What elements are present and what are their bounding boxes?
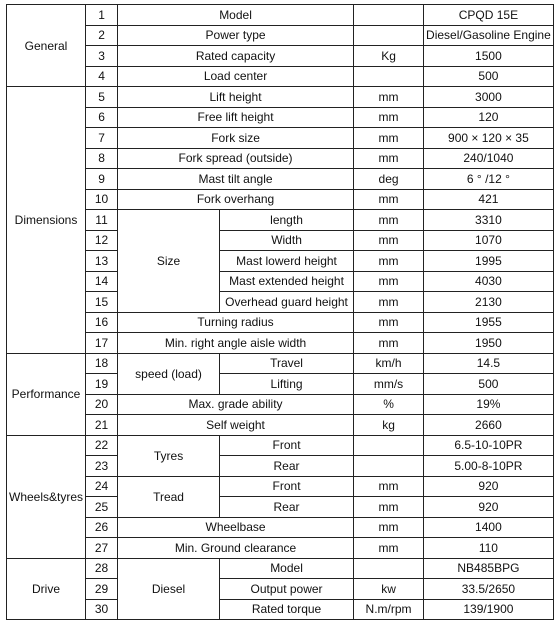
- table-row: [7, 46, 554, 67]
- table-row: [7, 517, 554, 538]
- item-label: Width: [220, 230, 354, 251]
- row-number: 1: [86, 5, 118, 26]
- table-row: [7, 558, 554, 579]
- value-cell: 920: [424, 497, 554, 518]
- unit-cell: mm: [354, 476, 424, 497]
- value-cell: 33.5/2650: [424, 579, 554, 600]
- row-number: 2: [86, 25, 118, 46]
- table-row: [7, 169, 554, 190]
- value-cell: 6 ° /12 °: [424, 169, 554, 190]
- table-row: [7, 312, 554, 333]
- table-row: [7, 5, 554, 26]
- item-label: Overhead guard height: [220, 292, 354, 313]
- value-cell: NB485BPG: [424, 558, 554, 579]
- value-cell: Diesel/Gasoline Engine: [424, 25, 554, 46]
- item-label: Rated torque: [220, 599, 354, 620]
- row-number: 5: [86, 87, 118, 108]
- unit-cell: mm: [354, 210, 424, 231]
- unit-cell: mm: [354, 107, 424, 128]
- row-number: 4: [86, 66, 118, 87]
- spec-table: [6, 4, 554, 620]
- value-cell: 5.00-8-10PR: [424, 456, 554, 477]
- unit-cell: [354, 558, 424, 579]
- unit-cell: mm: [354, 189, 424, 210]
- row-number: 30: [86, 599, 118, 620]
- table-row: [7, 189, 554, 210]
- item-label: Lift height: [118, 87, 354, 108]
- row-number: 6: [86, 107, 118, 128]
- table-row: [7, 66, 554, 87]
- row-number: 12: [86, 230, 118, 251]
- unit-cell: N.m/rpm: [354, 599, 424, 620]
- item-label: Power type: [118, 25, 354, 46]
- row-number: 8: [86, 148, 118, 169]
- unit-cell: Kg: [354, 46, 424, 67]
- unit-cell: mm: [354, 271, 424, 292]
- row-number: 25: [86, 497, 118, 518]
- table-row: [7, 435, 554, 456]
- value-cell: 3000: [424, 87, 554, 108]
- unit-cell: deg: [354, 169, 424, 190]
- unit-cell: [354, 5, 424, 26]
- value-cell: 139/1900: [424, 599, 554, 620]
- group-label-wheels-tyres: Wheels&tyres: [7, 435, 86, 558]
- value-cell: 6.5-10-10PR: [424, 435, 554, 456]
- unit-cell: [354, 66, 424, 87]
- table-row: [7, 128, 554, 149]
- table-row: [7, 599, 554, 620]
- value-cell: 14.5: [424, 353, 554, 374]
- table-row: [7, 353, 554, 374]
- table-row: [7, 333, 554, 354]
- row-number: 21: [86, 415, 118, 436]
- table-row: [7, 374, 554, 395]
- row-number: 14: [86, 271, 118, 292]
- table-row: [7, 415, 554, 436]
- value-cell: 1950: [424, 333, 554, 354]
- table-row: [7, 456, 554, 477]
- row-number: 24: [86, 476, 118, 497]
- item-label: Model: [220, 558, 354, 579]
- item-label: Self weight: [118, 415, 354, 436]
- item-label: Lifting: [220, 374, 354, 395]
- value-cell: 500: [424, 374, 554, 395]
- item-label: Front: [220, 435, 354, 456]
- value-cell: 1070: [424, 230, 554, 251]
- table-row: [7, 579, 554, 600]
- value-cell: 1995: [424, 251, 554, 272]
- table-row: [7, 230, 554, 251]
- unit-cell: km/h: [354, 353, 424, 374]
- item-label: Mast extended height: [220, 271, 354, 292]
- table-row: [7, 148, 554, 169]
- row-number: 10: [86, 189, 118, 210]
- row-number: 23: [86, 456, 118, 477]
- subgroup-label-tread: Tread: [118, 476, 220, 517]
- item-label: Travel: [220, 353, 354, 374]
- table-row: [7, 538, 554, 559]
- item-label: Fork spread (outside): [118, 148, 354, 169]
- table-row: [7, 394, 554, 415]
- value-cell: 421: [424, 189, 554, 210]
- row-number: 19: [86, 374, 118, 395]
- item-label: Free lift height: [118, 107, 354, 128]
- subgroup-label-diesel: Diesel: [118, 558, 220, 620]
- item-label: Front: [220, 476, 354, 497]
- row-number: 28: [86, 558, 118, 579]
- unit-cell: mm: [354, 538, 424, 559]
- unit-cell: [354, 435, 424, 456]
- item-label: Output power: [220, 579, 354, 600]
- row-number: 11: [86, 210, 118, 231]
- item-label: Rear: [220, 497, 354, 518]
- row-number: 27: [86, 538, 118, 559]
- unit-cell: mm: [354, 497, 424, 518]
- item-label: Mast lowerd height: [220, 251, 354, 272]
- unit-cell: [354, 456, 424, 477]
- row-number: 22: [86, 435, 118, 456]
- unit-cell: mm: [354, 148, 424, 169]
- item-label: Fork size: [118, 128, 354, 149]
- item-label: Load center: [118, 66, 354, 87]
- value-cell: 4030: [424, 271, 554, 292]
- unit-cell: %: [354, 394, 424, 415]
- row-number: 20: [86, 394, 118, 415]
- item-label: Turning radius: [118, 312, 354, 333]
- item-label: Model: [118, 5, 354, 26]
- item-label: Mast tilt angle: [118, 169, 354, 190]
- value-cell: CPQD 15E: [424, 5, 554, 26]
- unit-cell: mm: [354, 312, 424, 333]
- subgroup-label-size: Size: [118, 210, 220, 313]
- unit-cell: mm: [354, 87, 424, 108]
- value-cell: 1400: [424, 517, 554, 538]
- group-label-performance: Performance: [7, 353, 86, 435]
- value-cell: 2130: [424, 292, 554, 313]
- subgroup-label-speed: speed (load): [118, 353, 220, 394]
- value-cell: 900 × 120 × 35: [424, 128, 554, 149]
- value-cell: 1500: [424, 46, 554, 67]
- row-number: 9: [86, 169, 118, 190]
- value-cell: 240/1040: [424, 148, 554, 169]
- item-label: Min. Ground clearance: [118, 538, 354, 559]
- row-number: 3: [86, 46, 118, 67]
- value-cell: 500: [424, 66, 554, 87]
- item-label: Rear: [220, 456, 354, 477]
- table-row: [7, 87, 554, 108]
- unit-cell: mm: [354, 128, 424, 149]
- value-cell: 19%: [424, 394, 554, 415]
- value-cell: 1955: [424, 312, 554, 333]
- group-label-general: General: [7, 5, 86, 87]
- group-label-drive: Drive: [7, 558, 86, 620]
- item-label: length: [220, 210, 354, 231]
- table-row: [7, 497, 554, 518]
- row-number: 15: [86, 292, 118, 313]
- row-number: 16: [86, 312, 118, 333]
- row-number: 13: [86, 251, 118, 272]
- table-row: [7, 292, 554, 313]
- table-row: [7, 476, 554, 497]
- table-row: [7, 251, 554, 272]
- unit-cell: kg: [354, 415, 424, 436]
- value-cell: 2660: [424, 415, 554, 436]
- row-number: 7: [86, 128, 118, 149]
- row-number: 18: [86, 353, 118, 374]
- unit-cell: mm: [354, 251, 424, 272]
- unit-cell: [354, 25, 424, 46]
- value-cell: 120: [424, 107, 554, 128]
- table-row: [7, 107, 554, 128]
- row-number: 26: [86, 517, 118, 538]
- group-label-dimensions: Dimensions: [7, 87, 86, 354]
- unit-cell: mm: [354, 517, 424, 538]
- item-label: Fork overhang: [118, 189, 354, 210]
- value-cell: 3310: [424, 210, 554, 231]
- unit-cell: mm: [354, 292, 424, 313]
- unit-cell: mm/s: [354, 374, 424, 395]
- item-label: Rated capacity: [118, 46, 354, 67]
- value-cell: 110: [424, 538, 554, 559]
- item-label: Min. right angle aisle width: [118, 333, 354, 354]
- item-label: Max. grade ability: [118, 394, 354, 415]
- unit-cell: mm: [354, 333, 424, 354]
- row-number: 29: [86, 579, 118, 600]
- subgroup-label-tyres: Tyres: [118, 435, 220, 476]
- row-number: 17: [86, 333, 118, 354]
- value-cell: 920: [424, 476, 554, 497]
- unit-cell: mm: [354, 230, 424, 251]
- unit-cell: kw: [354, 579, 424, 600]
- table-row: [7, 25, 554, 46]
- table-row: [7, 210, 554, 231]
- item-label: Wheelbase: [118, 517, 354, 538]
- table-row: [7, 271, 554, 292]
